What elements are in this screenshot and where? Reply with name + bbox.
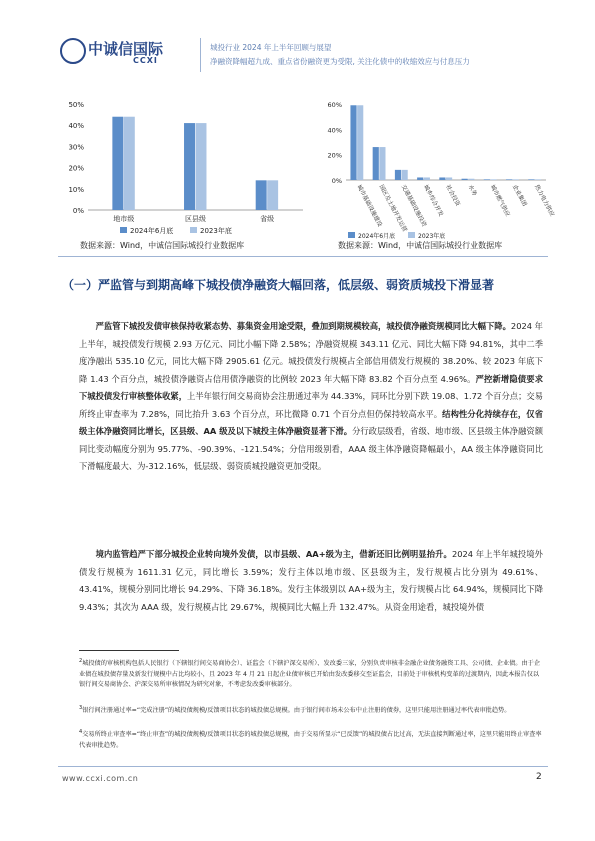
x-tick-label: 城市基础设施建设 (355, 184, 383, 228)
y-tick-label: 20% (68, 164, 84, 173)
x-tick-label: 地市级 (113, 215, 135, 223)
source-right: 数据来源：Wind，中诚信国际城投行业数据库 (338, 241, 503, 250)
chart-level-share (58, 98, 313, 240)
footnote-2 (79, 656, 543, 691)
ccxi-logo-icon (60, 38, 86, 64)
legend-swatch-series-1 (348, 232, 355, 238)
bar-series-1 (462, 179, 468, 180)
x-tick-label: 水务 (466, 184, 478, 198)
bar-series-2 (196, 123, 207, 210)
footnote-3-text: 银行间注册通过率=“完成注册”的城投债规模/反馈项目状态的城投债总规模。由于银行间市场未公布中止注册的债券，这里只能用注册通过率代表审批趋势。 (82, 707, 511, 715)
source-left: 数据来源：Wind，中诚信国际城投行业数据库 (80, 241, 245, 250)
y-tick-label: 40% (68, 122, 84, 131)
legend-label-series-2: 2023年底 (200, 227, 232, 235)
y-tick-label: 40% (327, 126, 342, 135)
y-tick-label: 20% (327, 151, 342, 160)
bar-series-2 (535, 179, 541, 180)
bar-series-2 (490, 179, 496, 180)
p1-bold-2: 严控新增隐债要求下城投债发行审核整体收紧， (79, 373, 543, 401)
header-subtitle: 净融资降幅超九成、重点省份融资更为受限, 关注化债中的收缩效应与付息压力 (210, 57, 470, 66)
x-tick-label: 交通基础设施投资 (399, 184, 427, 228)
footnote-4-num: 4 (79, 729, 83, 735)
bar-series-1 (256, 180, 267, 210)
y-tick-label: 50% (68, 101, 84, 109)
footer-url: www.ccxi.com.cn (62, 774, 139, 783)
bar-series-2 (468, 179, 474, 180)
legend-label-series-1: 2024年6月底 (358, 233, 396, 240)
bar-series-2 (267, 180, 278, 210)
legend-label-series-2: 2023年底 (418, 233, 446, 240)
section-title: （一）严监管与到期高峰下城投债净融资大幅回落，低层级、弱资质城投下滑显著 (62, 278, 495, 292)
bar-series-1 (484, 179, 490, 180)
p1-text-1: 2024 年上半年，城投债发行规模 2.93 万亿元、同比小幅下降 2.58%；净融资规模 343.11 亿元、同比大幅下降 94.81%，其中二季度净融出 535.10 亿元，同比大幅下降 2905.61 亿元。城投债发行规模占全部信用债发行规模的 38.20%、较 2023 年底下降 1.43 个百分点，城投债净融资占信用债净融资的比例较 2023 年大幅下降 83.82 个百分点至 4.96%。 (79, 321, 543, 384)
paragraph-2 (79, 546, 543, 616)
bar-series-1 (184, 123, 195, 210)
x-tick-label: 社会投资 (444, 184, 461, 208)
bar-series-1 (373, 147, 379, 180)
y-tick-label: 30% (68, 143, 84, 152)
p1-bold-1: 严监管下城投发债审核保持收紧态势、募集资金用途受限，叠加到期规模较高，城投债净融资规模同比大幅下降。 (95, 321, 511, 331)
p2-text-1: 2024 年上半年城投境外债发行规模为 1611.31 亿元，同比增长 3.59%；发行主体以地市级、区县级为主，发行规模占比分别为 49.61%、43.41%，规模分别同比增长 94.29%、下降 36.18%。发行主体级别以 AA+级为主，发行规模占比 64.94%，规模同比下降 9.43%；其次为 AAA 级，发行规模占比 29.67%，规模同比大幅上升 132.47%。从资金用途看，城投境外债 (79, 549, 543, 612)
footnote-3 (79, 703, 543, 717)
bar-series-2 (446, 177, 452, 180)
bar-series-2 (124, 117, 135, 210)
header-title: 城投行业 2024 年上半年回顾与展望 (210, 43, 332, 52)
footnote-rule (79, 650, 179, 651)
bar-series-2 (357, 105, 363, 180)
legend-swatch-series-1 (120, 227, 127, 233)
x-tick-label: 企业集团 (510, 184, 528, 208)
footnote-3-num: 3 (79, 705, 83, 711)
logo-sub: CCXI (133, 56, 158, 65)
y-tick-label: 60% (327, 101, 342, 109)
x-tick-label: 城乡综合开发 (422, 184, 444, 218)
footnote-4 (79, 727, 543, 751)
p1-bold-3: 结构性分化持续存在，仅省级主体净融资同比增长，区县级、AA 级及以下城投主体净融资显著下滑。 (79, 408, 543, 436)
bar-series-1 (350, 105, 356, 180)
p2-bold-1: 境内监管趋严下部分城投企业转向境外发债，以市县级、AA+级为主，借新还旧比例明显抬升。 (95, 549, 452, 559)
footnote-2-num: 2 (79, 658, 83, 664)
bar-series-2 (402, 170, 408, 180)
logo-name: 中诚信国际 (88, 40, 164, 58)
bar-series-2 (513, 179, 519, 180)
bar-series-1 (395, 170, 401, 180)
bar-series-2 (424, 177, 430, 180)
y-tick-label: 0% (72, 207, 84, 215)
legend-swatch-series-2 (190, 227, 197, 233)
bar-series-1 (506, 179, 512, 180)
chart-industry-share (318, 98, 555, 240)
paragraph-1 (79, 318, 543, 476)
header-divider (200, 38, 201, 72)
x-tick-label: 区县级 (185, 215, 206, 223)
x-tick-label: 热力电力供应 (533, 184, 555, 218)
section-divider (58, 256, 548, 257)
legend-label-series-1: 2024年6月底 (130, 227, 174, 235)
y-tick-label: 10% (68, 185, 84, 194)
footer-rule (58, 766, 548, 767)
p1-text-2: 上半年银行间交易商协会注册通过率为 44.33%，同环比分别下跌 19.08、1.72 个百分点；交易所终止审查率为 7.28%，同比抬升 3.63 个百分点，环比微降 0.71 个百分点但仍保持较高水平。 (79, 391, 543, 419)
x-tick-label: 城市燃气供应 (488, 184, 511, 218)
p1-text-3: 分行政层级看，省级、地市级、区县级主体净融资额同比变动幅度分别为 95.77%、-90.39%、-121.54%；分信用级别看，AAA 级主体净融资降幅最小，AA 级主体净融资同比下滑幅度最大、为-312.16%，低层级、弱资质城投融资更加受限。 (79, 426, 543, 471)
bar-series-2 (379, 147, 385, 180)
bar-series-1 (112, 117, 123, 210)
page-number: 2 (536, 772, 542, 782)
x-tick-label: 园区及土地开发运营 (377, 184, 408, 234)
bar-series-1 (528, 179, 534, 180)
legend-swatch-series-2 (408, 232, 415, 238)
bar-series-1 (417, 177, 423, 180)
footnote-4-text: 交易所终止审查率=“终止审查”的城投债规模/反馈项目状态的城投债总规模，由于交易所显示“已反馈”的城投债占比过高，无法直接判断通过率，这里只能用终止审查率代表审批趋势。 (79, 731, 542, 749)
page-header (0, 0, 595, 80)
y-tick-label: 0% (331, 177, 342, 185)
bar-series-1 (439, 177, 445, 180)
footnote-2-text: 城投债的审核机构包括人民银行（下辖银行间交易商协会）、证监会（下辖沪深交易所）、发改委三家，分别负责审核非金融企业债务融资工具、公司债、企业债。由于企业债在城投债存量及新发行规模中占比均较小，且 2023 年 4 月 21 日起企业债审核已开始由发改委移交至证监会，目前处于审核机构变革的过渡期内，因此本报告仅以银行间交易商协会、沪深交易所审核情况为研究对象，不考虑发改委审核部分。 (79, 660, 541, 689)
x-tick-label: 省级 (260, 215, 275, 223)
